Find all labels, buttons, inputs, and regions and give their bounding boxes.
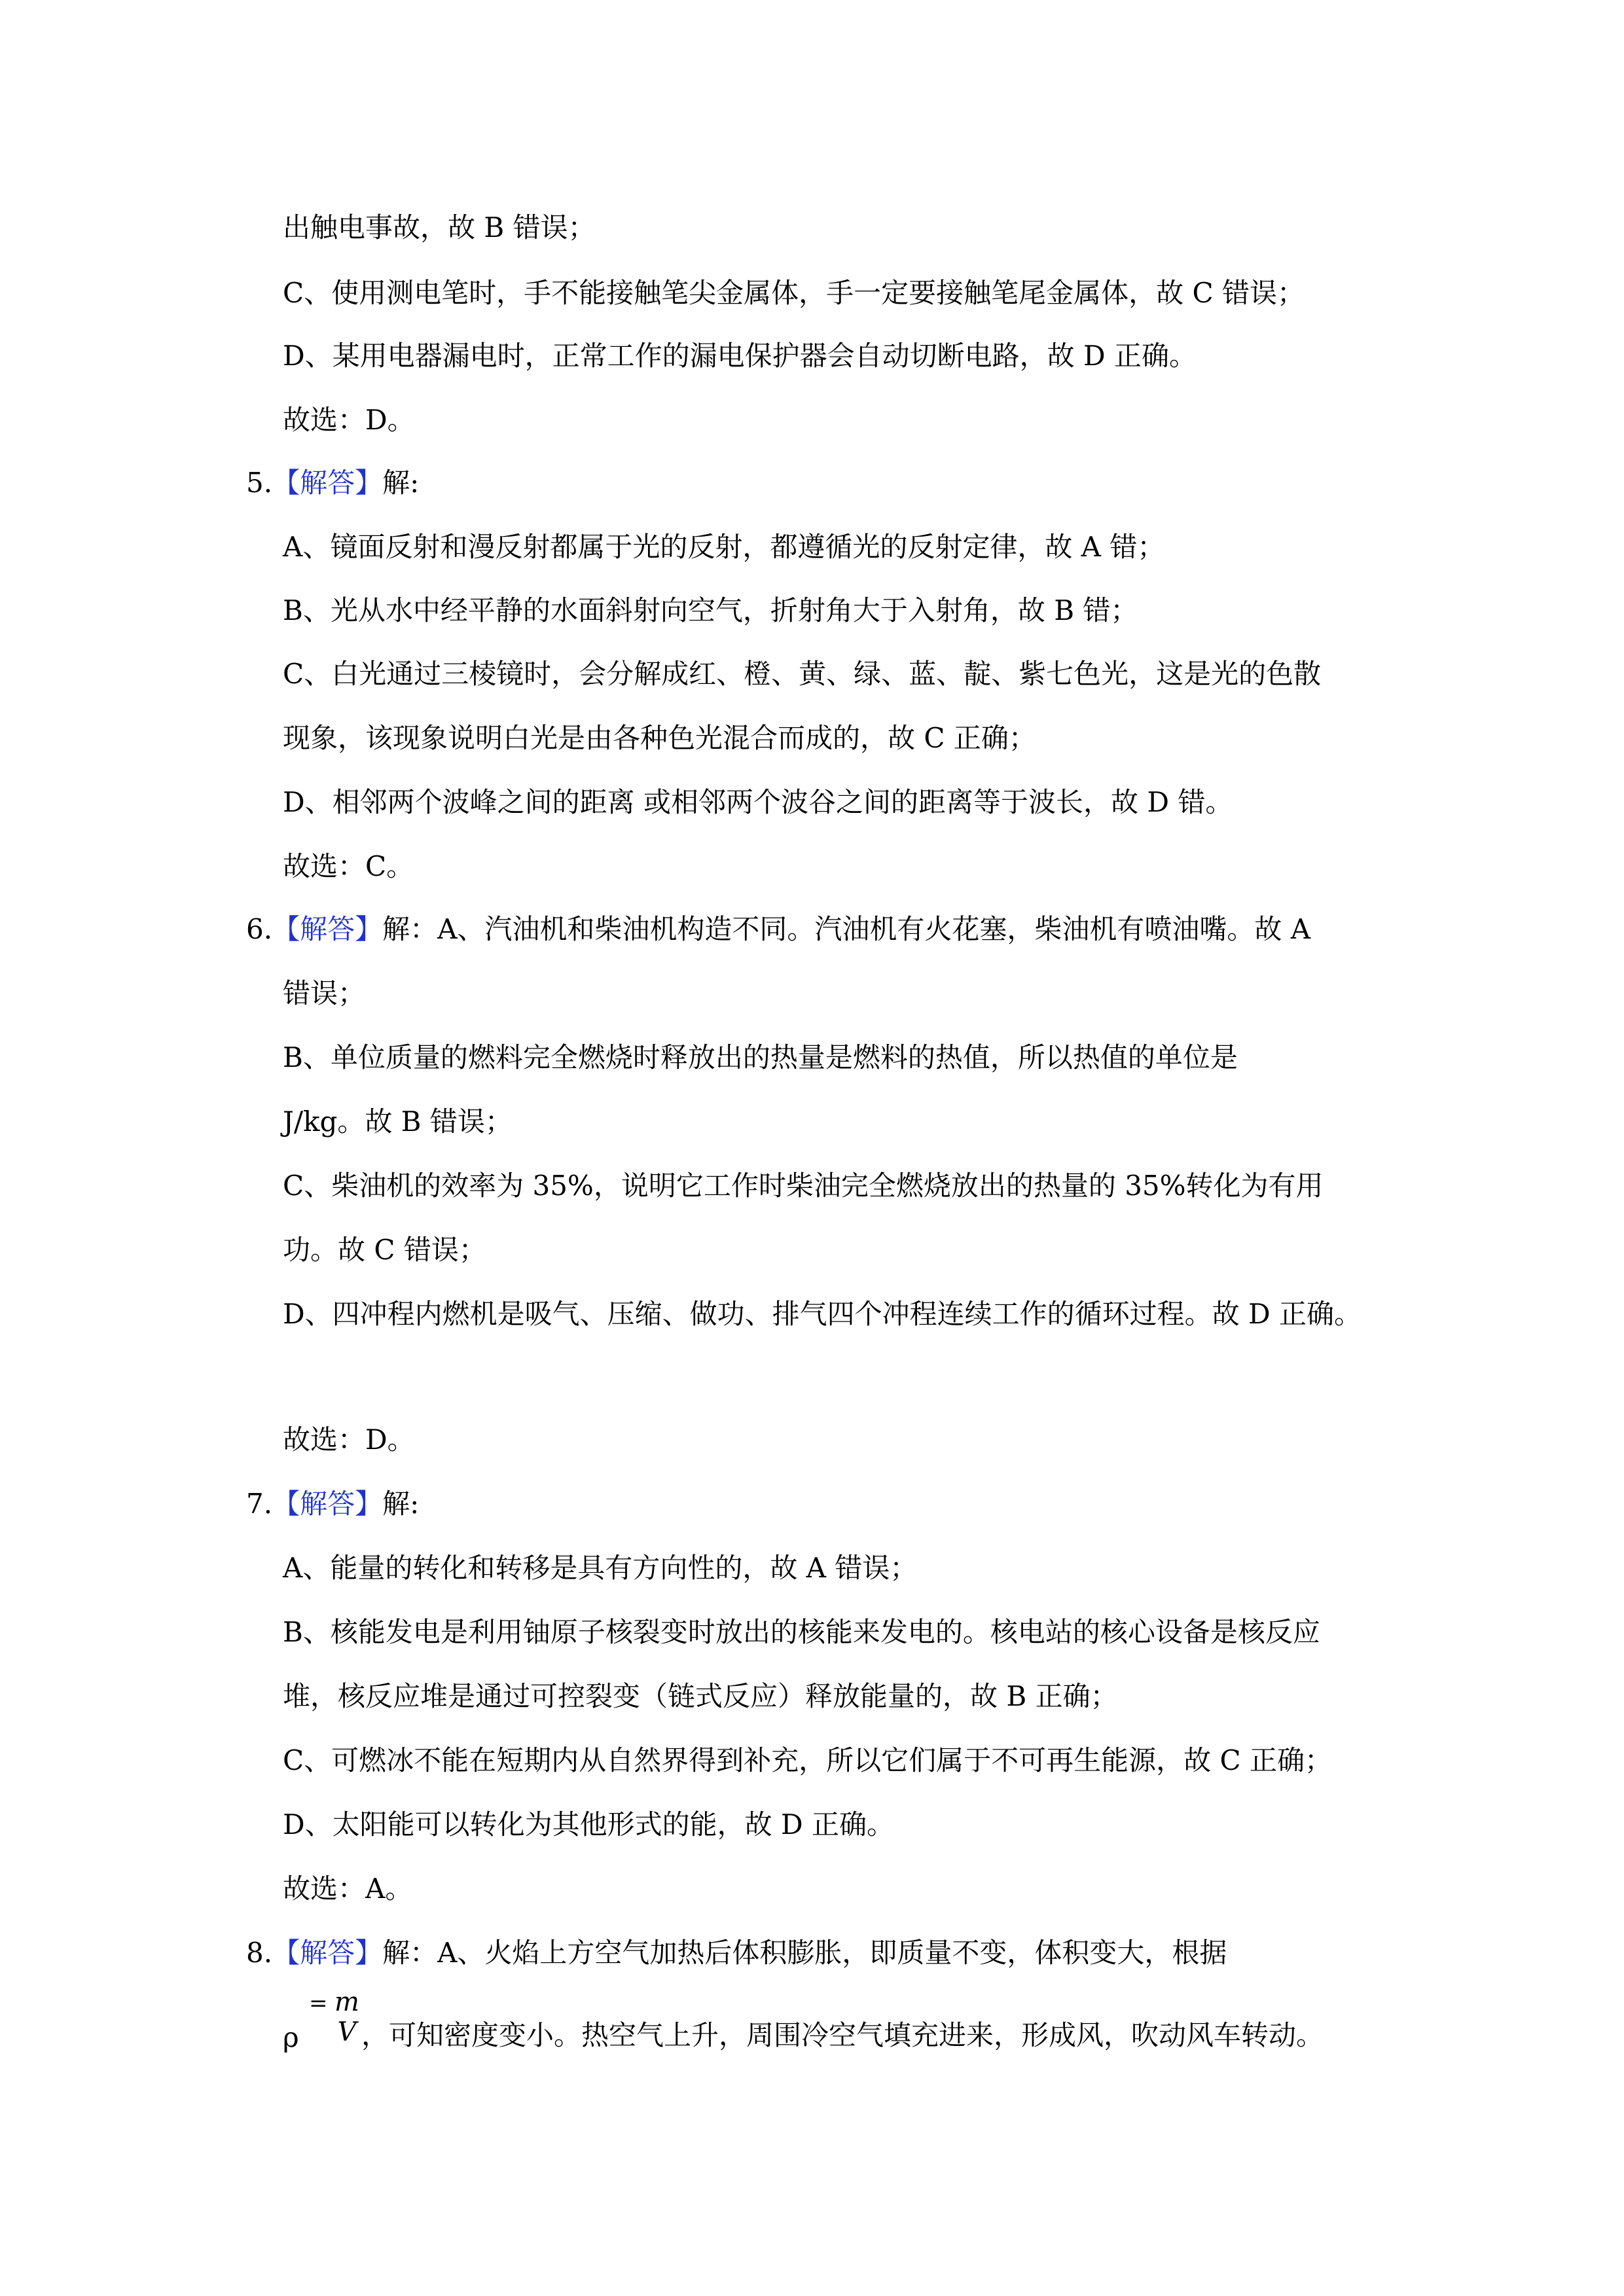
text-line: D、某用电器漏电时，正常工作的漏电保护器会自动切断电路，故 D 正确。	[283, 340, 1197, 372]
text-line: 错误；	[283, 977, 366, 1009]
answer-text: 解：A、火焰上方空气加热后体积膨胀，即质量不变，体积变大，根据	[382, 1937, 1227, 1969]
answer-text: 解：A、汽油机和柴油机构造不同。汽油机有火花塞，柴油机有喷油嘴。故 A	[382, 913, 1311, 945]
answer-tag: 【解答】	[272, 913, 383, 945]
formula-equals: =	[309, 1990, 328, 2017]
answer-item-8	[246, 1933, 1227, 1973]
answer-item-5	[246, 463, 419, 503]
text-line: 故选：D。	[283, 1424, 415, 1456]
answer-tag: 【解答】	[272, 1937, 383, 1969]
text-line: A、能量的转化和转移是具有方向性的，故 A 错误；	[283, 1552, 918, 1584]
text-line: D、相邻两个波峰之间的距离 或相邻两个波谷之间的距离等于波长，故 D 错。	[283, 786, 1233, 818]
text-line: C、白光通过三棱镜时，会分解成红、橙、黄、绿、蓝、靛、紫七色光，这是光的色散	[283, 658, 1322, 690]
text-line: C、使用测电笔时，手不能接触笔尖金属体，手一定要接触笔尾金属体，故 C 错误；	[283, 277, 1305, 309]
text-line: 故选：C。	[283, 850, 414, 882]
answer-item-6	[246, 910, 1310, 949]
text-line: C、可燃冰不能在短期内从自然界得到补充，所以它们属于不可再生能源，故 C 正确；	[283, 1744, 1332, 1776]
text-line: 堆，核反应堆是通过可控裂变（链式反应）释放能量的，故 B 正确；	[283, 1680, 1118, 1712]
text-line: 出触电事故，故 B 错误；	[283, 211, 596, 243]
answer-item-7	[246, 1484, 419, 1524]
text-line: 功。故 C 错误；	[283, 1234, 486, 1266]
formula-numerator: m	[334, 1987, 359, 2017]
text-line: A、镜面反射和漫反射都属于光的反射，都遵循光的反射定律，故 A 错；	[283, 531, 1165, 563]
text-line: D、太阳能可以转化为其他形式的能，故 D 正确。	[283, 1808, 895, 1840]
text-line: 故选：A。	[283, 1873, 413, 1905]
text-line: 故选：D。	[283, 404, 415, 436]
formula-denominator: V	[337, 2017, 357, 2047]
answer-text: 解:	[382, 467, 420, 499]
text-line: B、核能发电是利用铀原子核裂变时放出的核能来发电的。核电站的核心设备是核反应	[283, 1616, 1320, 1648]
text-line: D、四冲程内燃机是吸气、压缩、做功、排气四个冲程连续工作的循环过程。故 D 正确。	[283, 1298, 1362, 1330]
text-line: B、单位质量的燃料完全燃烧时释放出的热量是燃料的热值，所以热值的单位是	[283, 1041, 1238, 1073]
text-line: J/kg。故 B 错误；	[283, 1105, 513, 1138]
answer-number: 6.	[246, 913, 273, 945]
answer-number: 8.	[246, 1937, 273, 1969]
formula-rho: ρ	[283, 2021, 299, 2053]
text-line: B、光从水中经平静的水面斜射向空气，折射角大于入射角，故 B 错；	[283, 594, 1138, 626]
answer-number: 7.	[246, 1488, 273, 1520]
text-line: C、柴油机的效率为 35%，说明它工作时柴油完全燃烧放出的热量的 35%转化为有用	[283, 1170, 1324, 1202]
answer-number: 5.	[246, 467, 273, 499]
text-line: 现象，该现象说明白光是由各种色光混合而成的，故 C 正确；	[283, 722, 1036, 754]
answer-text: 解:	[382, 1488, 420, 1520]
answer-tag: 【解答】	[272, 1488, 383, 1520]
text-line: ，可知密度变小。热空气上升，周围冷空气填充进来，形成风，吹动风车转动。	[361, 2019, 1324, 2051]
answer-tag: 【解答】	[272, 467, 383, 499]
